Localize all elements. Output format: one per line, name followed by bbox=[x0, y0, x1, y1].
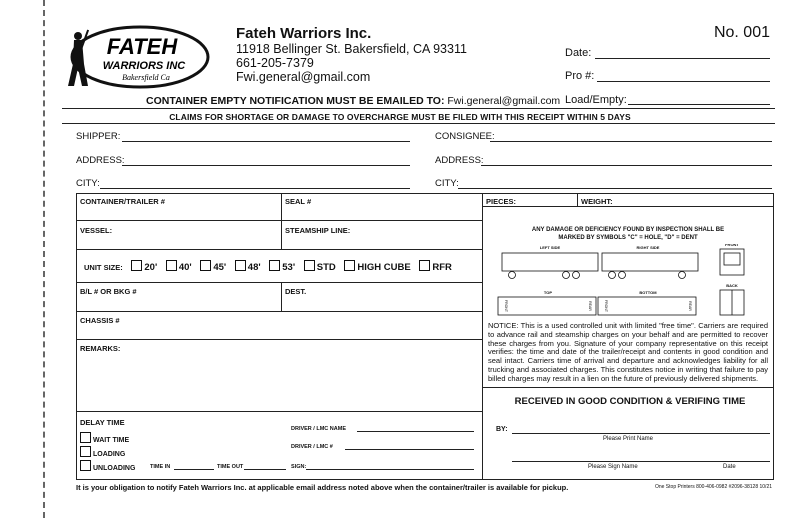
vessel-label: VESSEL: bbox=[80, 226, 113, 235]
container-diagram bbox=[488, 244, 770, 316]
checkbox-40[interactable] bbox=[166, 260, 177, 271]
load-empty-field[interactable] bbox=[628, 104, 770, 105]
email-notice-address: Fwi.general@gmail.com bbox=[447, 95, 561, 107]
option-40-label: 40' bbox=[178, 262, 192, 273]
logo-city: Bakersfield Ca bbox=[122, 73, 170, 82]
steamship-label: STEAMSHIP LINE: bbox=[285, 226, 351, 235]
chassis-label: CHASSIS # bbox=[80, 316, 120, 325]
shipper-city-field[interactable] bbox=[100, 188, 410, 189]
seal-label: SEAL # bbox=[285, 197, 312, 206]
time-out-label: TIME OUT bbox=[217, 464, 244, 470]
consignee-address-field[interactable] bbox=[481, 165, 772, 166]
driver-name-label: DRIVER / LMC NAME bbox=[291, 426, 346, 432]
unit-size-label: UNIT SIZE: bbox=[84, 263, 123, 272]
checkbox-unloading[interactable] bbox=[80, 460, 91, 471]
sign-name-label: Please Sign Name bbox=[588, 464, 638, 470]
consignee-address-label: ADDRESS: bbox=[435, 155, 484, 166]
consignee-city-field[interactable] bbox=[458, 188, 772, 189]
wait-time-label: WAIT TIME bbox=[93, 437, 130, 444]
grid-col-c bbox=[577, 193, 578, 206]
damage-heading-2: MARKED BY SYMBOLS "C" = HOLE, "D" = DENT bbox=[558, 235, 698, 241]
date-sign-label: Date bbox=[723, 464, 736, 470]
checkbox-45[interactable] bbox=[200, 260, 211, 271]
checkbox-53[interactable] bbox=[269, 260, 280, 271]
email-notice-prefix: CONTAINER EMPTY NOTIFICATION MUST BE EMAILED TO: bbox=[146, 95, 448, 107]
footer-notice: It is your obligation to notify Fateh Warriors Inc. at applicable email address noted above when the container/trailer is available for pickup. bbox=[76, 483, 569, 492]
shipper-address-label: ADDRESS: bbox=[76, 155, 125, 166]
option-20-label: 20' bbox=[144, 262, 158, 273]
date-label: Date: bbox=[565, 47, 592, 59]
diagram-bottom-front-label: FRONT bbox=[604, 299, 608, 313]
form-number: No. 001 bbox=[713, 24, 770, 41]
delay-time-title: DELAY TIME bbox=[80, 418, 125, 427]
company-phone: 661-205-7379 bbox=[236, 56, 314, 70]
damage-heading-1: ANY DAMAGE OR DEFICIENCY FOUND BY INSPECTION SHALL BE bbox=[531, 227, 725, 233]
diagram-top-rear-label: REAR bbox=[588, 301, 592, 311]
diagram-back-label: BACK bbox=[726, 283, 738, 288]
diagram-top-front-label: FRONT bbox=[504, 299, 508, 313]
option-rfr-label: RFR bbox=[432, 262, 452, 273]
grid-row-pieces bbox=[482, 206, 774, 207]
sign-name-field[interactable] bbox=[512, 461, 770, 462]
company-name: Fateh Warriors Inc. bbox=[236, 25, 372, 42]
perforation-line bbox=[43, 0, 45, 518]
grid-row-1 bbox=[76, 220, 482, 221]
load-empty-label: Load/Empty: bbox=[565, 94, 627, 106]
grid-row-6 bbox=[76, 411, 482, 412]
pro-field[interactable] bbox=[597, 81, 770, 82]
diagram-right-side-label: RIGHT SIDE bbox=[636, 245, 660, 250]
consignee-label: CONSIGNEE: bbox=[435, 131, 495, 142]
grid-row-received bbox=[482, 387, 774, 388]
option-53-label: 53' bbox=[282, 262, 296, 273]
time-in-label: TIME IN bbox=[150, 464, 171, 470]
diagram-bottom-rear-label: REAR bbox=[688, 301, 692, 311]
driver-name-field[interactable] bbox=[357, 431, 474, 432]
option-45-label: 45' bbox=[213, 262, 227, 273]
loading-label: LOADING bbox=[93, 451, 126, 458]
grid-col-b bbox=[281, 282, 282, 311]
printer-note: One Stop Printers 800-406-0982 #2096-38128 10/21 bbox=[654, 484, 772, 490]
print-name-label: Please Print Name bbox=[602, 436, 654, 442]
driver-number-field[interactable] bbox=[345, 449, 474, 450]
weight-label: WEIGHT: bbox=[581, 197, 613, 206]
company-address: 11918 Bellinger St. Bakersfield, CA 93311 bbox=[236, 42, 467, 56]
sign-field[interactable] bbox=[306, 469, 474, 470]
unloading-label: UNLOADING bbox=[93, 465, 136, 472]
diagram-left-side-label: LEFT SIDE bbox=[539, 245, 561, 250]
option-high-cube-label: HIGH CUBE bbox=[357, 262, 411, 273]
time-in-field[interactable] bbox=[174, 469, 214, 470]
driver-number-label: DRIVER / LMC # bbox=[291, 444, 333, 450]
diagram-front-label: FRONT bbox=[725, 244, 739, 247]
option-std-label: STD bbox=[316, 262, 336, 273]
unit-size-row bbox=[84, 260, 458, 273]
grid-col-a bbox=[281, 193, 282, 249]
wait-time-row bbox=[80, 432, 129, 444]
checkbox-loading[interactable] bbox=[80, 446, 91, 457]
by-label: BY: bbox=[496, 426, 508, 433]
company-email: Fwi.general@gmail.com bbox=[236, 70, 371, 84]
notice-text: NOTICE: This is a used controlled unit with limited "free time". Carriers are required to advance rail and steamship charges on your behalf and are permitted to recover these charges from you. Signature of your company representative on this receipt verifies: the time and date of the trailer/receipt and contents in good condition and seal intact. Carriers time of arrival and departure and acknowledges liability for all trucking and associated charges. This constitutes notice in writing that failure to pay billed charges may result in a lien on the future of previously delivered shipments. bbox=[488, 321, 768, 383]
unloading-row bbox=[80, 460, 135, 472]
checkbox-rfr[interactable] bbox=[419, 260, 430, 271]
option-48-label: 48' bbox=[247, 262, 261, 273]
container-field[interactable] bbox=[80, 205, 275, 219]
grid-row-3 bbox=[76, 282, 482, 283]
diagram-bottom-label: BOTTOM bbox=[639, 290, 657, 295]
sign-label: SIGN: bbox=[291, 464, 307, 470]
company-logo bbox=[60, 24, 210, 94]
bl-label: B/L # OR BKG # bbox=[80, 287, 137, 296]
diagram-top-label: TOP bbox=[543, 290, 553, 295]
date-field[interactable] bbox=[595, 58, 770, 59]
consignee-field[interactable] bbox=[490, 141, 772, 142]
grid-row-2 bbox=[76, 249, 482, 250]
container-label: CONTAINER/TRAILER # bbox=[80, 197, 165, 206]
shipper-label: SHIPPER: bbox=[76, 131, 121, 142]
grid-row-4 bbox=[76, 311, 482, 312]
time-out-field[interactable] bbox=[244, 469, 286, 470]
dest-label: DEST. bbox=[285, 287, 307, 296]
grid-row-5 bbox=[76, 339, 482, 340]
email-notice bbox=[146, 95, 560, 107]
checkbox-20[interactable] bbox=[131, 260, 142, 271]
shipper-address-field[interactable] bbox=[122, 165, 410, 166]
claims-notice: CLAIMS FOR SHORTAGE OR DAMAGE TO OVERCHARGE MUST BE FILED WITH THIS RECEIPT WITHIN 5 DAYS bbox=[169, 112, 631, 122]
checkbox-48[interactable] bbox=[235, 260, 246, 271]
rule-claims bbox=[62, 123, 775, 124]
checkbox-wait-time[interactable] bbox=[80, 432, 91, 443]
logo-sub: WARRIORS INC bbox=[102, 60, 186, 72]
remarks-label: REMARKS: bbox=[80, 344, 121, 353]
rule-top bbox=[62, 108, 775, 109]
pieces-label: PIECES: bbox=[486, 197, 517, 206]
checkbox-high-cube[interactable] bbox=[344, 260, 355, 271]
consignee-city-label: CITY: bbox=[435, 178, 459, 189]
checkbox-std[interactable] bbox=[304, 260, 315, 271]
received-heading: RECEIVED IN GOOD CONDITION & VERIFING TIME bbox=[514, 396, 746, 407]
shipper-city-label: CITY: bbox=[76, 178, 100, 189]
logo-text: FATEH bbox=[106, 34, 178, 59]
loading-row bbox=[80, 446, 125, 458]
pro-label: Pro #: bbox=[565, 70, 595, 82]
shipper-field[interactable] bbox=[122, 141, 410, 142]
print-name-field[interactable] bbox=[512, 433, 770, 434]
damage-heading bbox=[482, 226, 774, 242]
